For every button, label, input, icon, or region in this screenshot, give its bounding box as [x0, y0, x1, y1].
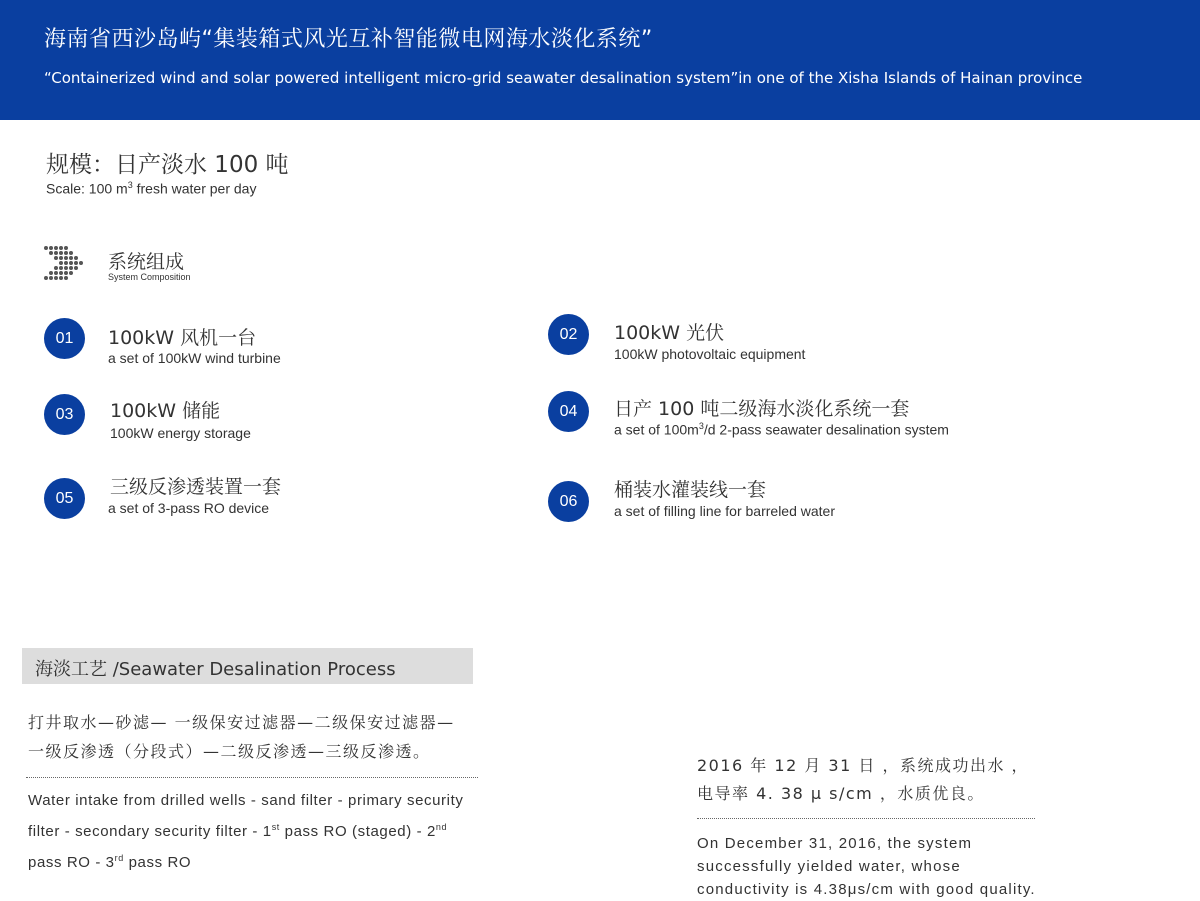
scale-subtitle: Scale: 100 $m^3$ fresh water per day: [46, 180, 257, 197]
item-number-badge: 05: [44, 478, 85, 519]
item-title: 桶装水灌装线一套: [614, 479, 767, 501]
item-title: 100kW 风机一台: [108, 327, 257, 349]
item-number-badge: 03: [44, 394, 85, 435]
item-number-badge: 01: [44, 318, 85, 359]
item-number-badge: 02: [548, 314, 589, 355]
item-description: a set of 3-pass RO device: [108, 500, 270, 516]
process-section-title: 海淡工艺 /Seawater Desalination Process: [35, 659, 396, 680]
item-title: 100kW 储能: [110, 400, 221, 422]
page-title: 海南省西沙岛屿“集装箱式风光互补智能微电网海水淡化系统”: [44, 27, 653, 52]
item-description: a set of $100m^3/d$ 2-pass seawater desalination system: [614, 421, 949, 438]
item-description: a set of filling line for barreled water: [614, 503, 835, 519]
scale-title: 规模：日产淡水 100 吨: [46, 152, 289, 178]
item-description: 100kW photovoltaic equipment: [614, 346, 806, 362]
divider: [26, 777, 478, 778]
composition-subtitle: System Composition: [108, 272, 191, 282]
item-number-badge: 06: [548, 481, 589, 522]
item-title: 日产 100 吨二级海水淡化系统一套: [614, 398, 910, 420]
result-description-cn: 2016 年 12 月 31 日 ，系统成功出水 ，电导率 4. 38 μ s/cm ，水质优良。: [697, 756, 1030, 803]
composition-title: 系统组成: [108, 251, 185, 273]
item-number-badge: 04: [548, 391, 589, 432]
process-description-cn: 打井取水—砂滤— 一级保安过滤器—二级保安过滤器— 一级反渗透（分段式）—二级反渗透—三级反渗透。: [28, 713, 455, 761]
page-subtitle: “Containerized wind and solar powered intelligent micro-grid seawater desalination system”in one of the Xisha Islands of Hainan province: [44, 69, 1083, 87]
process-section-header: [22, 648, 473, 684]
header-banner: [0, 0, 1200, 120]
item-title: 三级反渗透装置一套: [110, 476, 282, 498]
item-title: 100kW 光伏: [614, 322, 725, 344]
item-description: 100kW energy storage: [110, 425, 251, 441]
item-description: a set of 100kW wind turbine: [108, 350, 281, 366]
dot-arrow-icon: [43, 245, 85, 281]
result-description-en: On December 31, 2016, the system successfully yielded water, whose conductivity is 4.38μs/cm with good quality.: [697, 835, 1036, 898]
process-description-en: Water intake from drilled wells - sand filter - primary security filter - secondary security filter - 1st pass RO (staged) - 2nd pass RO - 3rd pass RO: [28, 792, 464, 871]
divider: [697, 818, 1035, 819]
